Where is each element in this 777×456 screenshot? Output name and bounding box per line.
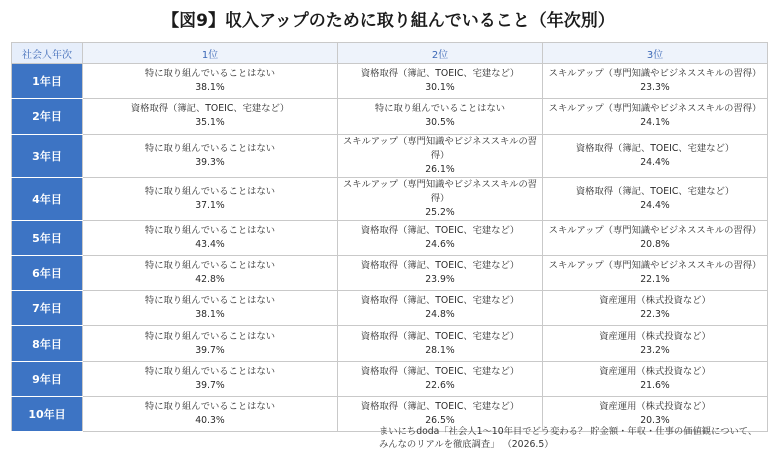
source-note — [379, 425, 757, 451]
rank-item: スキルアップ（専門知識やビジネススキルの習得） — [342, 178, 538, 204]
rank-percent: 20.8% — [640, 238, 670, 250]
rank-percent: 39.7% — [195, 379, 225, 391]
year-cell: 4年目 — [12, 177, 83, 220]
table-row — [12, 326, 768, 361]
rank-item: 資格取得（簿記、TOEIC、宅建など） — [360, 224, 520, 236]
rank-3-cell — [543, 99, 768, 134]
header-rank-1: 1位 — [83, 43, 338, 64]
year-cell: 3年目 — [12, 134, 83, 177]
rank-2-cell — [338, 220, 543, 255]
rank-item: 資格取得（簿記、TOEIC、宅建など） — [360, 295, 520, 307]
rank-3-cell — [543, 326, 768, 361]
rank-1-cell — [83, 64, 338, 99]
rank-item: 資産運用（株式投資など） — [599, 295, 711, 307]
rank-3-cell — [543, 255, 768, 290]
year-cell: 8年目 — [12, 326, 83, 361]
rank-item: 特に取り組んでいることはない — [144, 260, 276, 272]
rank-percent: 30.1% — [425, 82, 455, 94]
rank-percent: 24.1% — [640, 117, 670, 129]
rank-percent: 24.6% — [425, 238, 455, 250]
rank-percent: 42.8% — [195, 274, 225, 286]
rank-item: 資格取得（簿記、TOEIC、宅建など） — [360, 330, 520, 342]
rank-percent: 40.3% — [195, 415, 225, 427]
rank-percent: 24.4% — [640, 199, 670, 211]
rank-1-cell — [83, 361, 338, 396]
rank-percent: 24.4% — [640, 156, 670, 168]
rank-2-cell — [338, 99, 543, 134]
rank-percent: 26.5% — [425, 415, 455, 427]
table-row — [12, 291, 768, 326]
rank-3-cell — [543, 220, 768, 255]
table-row — [12, 99, 768, 134]
rank-item: 資格取得（簿記、TOEIC、宅建など） — [360, 68, 520, 80]
header-rank-2: 2位 — [338, 43, 543, 64]
rank-percent: 26.1% — [425, 163, 455, 175]
rank-item: 特に取り組んでいることはない — [144, 142, 276, 154]
rank-item: 資産運用（株式投資など） — [599, 365, 711, 377]
rank-item: スキルアップ（専門知識やビジネススキルの習得） — [548, 103, 762, 115]
rank-percent: 23.9% — [425, 274, 455, 286]
rank-percent: 21.6% — [640, 379, 670, 391]
rank-item: 資格取得（簿記、TOEIC、宅建など） — [575, 185, 735, 197]
rank-2-cell — [338, 134, 543, 177]
rank-item: 特に取り組んでいることはない — [144, 68, 276, 80]
rank-percent: 38.1% — [195, 82, 225, 94]
header-year: 社会人年次 — [12, 43, 83, 64]
ranking-table — [11, 42, 768, 432]
rank-item: スキルアップ（専門知識やビジネススキルの習得） — [548, 260, 762, 272]
rank-1-cell — [83, 326, 338, 361]
year-cell: 9年目 — [12, 361, 83, 396]
rank-percent: 25.2% — [425, 206, 455, 218]
rank-percent: 22.6% — [425, 379, 455, 391]
rank-3-cell — [543, 134, 768, 177]
rank-percent: 22.1% — [640, 274, 670, 286]
rank-2-cell — [338, 64, 543, 99]
rank-item: 特に取り組んでいることはない — [144, 401, 276, 413]
source-line: みんなのリアルを徹底調査」 （2026.5） — [379, 439, 554, 450]
table-row — [12, 177, 768, 220]
rank-item: 特に取り組んでいることはない — [144, 330, 276, 342]
rank-item: 資産運用（株式投資など） — [599, 401, 711, 413]
rank-item: 特に取り組んでいることはない — [144, 365, 276, 377]
rank-item: 特に取り組んでいることはない — [144, 295, 276, 307]
year-cell: 7年目 — [12, 291, 83, 326]
rank-percent: 39.7% — [195, 344, 225, 356]
table-row — [12, 220, 768, 255]
rank-percent: 30.5% — [425, 117, 455, 129]
rank-2-cell — [338, 177, 543, 220]
table-row — [12, 361, 768, 396]
rank-percent: 37.1% — [195, 199, 225, 211]
page-title: 【図9】収入アップのために取り組んでいること（年次別） — [162, 11, 615, 31]
rank-percent: 20.3% — [640, 415, 670, 427]
rank-item: スキルアップ（専門知識やビジネススキルの習得） — [548, 68, 762, 80]
rank-item: 資格取得（簿記、TOEIC、宅建など） — [575, 142, 735, 154]
rank-1-cell — [83, 177, 338, 220]
rank-percent: 22.3% — [640, 309, 670, 321]
rank-item: 資格取得（簿記、TOEIC、宅建など） — [130, 103, 290, 115]
rank-1-cell — [83, 397, 338, 432]
table-header-row — [12, 43, 768, 64]
rank-3-cell — [543, 361, 768, 396]
rank-percent: 28.1% — [425, 344, 455, 356]
year-cell: 6年目 — [12, 255, 83, 290]
rank-item: 資格取得（簿記、TOEIC、宅建など） — [360, 365, 520, 377]
rank-2-cell — [338, 361, 543, 396]
rank-3-cell — [543, 291, 768, 326]
rank-item: スキルアップ（専門知識やビジネススキルの習得） — [548, 224, 762, 236]
rank-percent: 23.2% — [640, 344, 670, 356]
rank-1-cell — [83, 99, 338, 134]
rank-item: スキルアップ（専門知識やビジネススキルの習得） — [342, 135, 538, 161]
rank-item: 特に取り組んでいることはない — [374, 103, 506, 115]
rank-percent: 23.3% — [640, 82, 670, 94]
rank-percent: 35.1% — [195, 117, 225, 129]
rank-item: 資産運用（株式投資など） — [599, 330, 711, 342]
year-cell: 5年目 — [12, 220, 83, 255]
rank-item: 資格取得（簿記、TOEIC、宅建など） — [360, 401, 520, 413]
table-row — [12, 64, 768, 99]
rank-item: 特に取り組んでいることはない — [144, 224, 276, 236]
rank-1-cell — [83, 220, 338, 255]
rank-3-cell — [543, 64, 768, 99]
rank-2-cell — [338, 291, 543, 326]
rank-item: 資格取得（簿記、TOEIC、宅建など） — [360, 260, 520, 272]
source-line: まいにちdoda「社会人1～10年目でどう変わる？ 貯金額・年収・仕事の価値観について、 — [379, 426, 758, 437]
table-row — [12, 134, 768, 177]
rank-2-cell — [338, 326, 543, 361]
rank-1-cell — [83, 134, 338, 177]
year-cell: 2年目 — [12, 99, 83, 134]
rank-1-cell — [83, 255, 338, 290]
year-cell: 1年目 — [12, 64, 83, 99]
rank-2-cell — [338, 255, 543, 290]
rank-percent: 43.4% — [195, 238, 225, 250]
rank-percent: 24.8% — [425, 309, 455, 321]
rank-percent: 38.1% — [195, 309, 225, 321]
rank-item: 特に取り組んでいることはない — [144, 185, 276, 197]
header-rank-3: 3位 — [543, 43, 768, 64]
table-row — [12, 255, 768, 290]
year-cell: 10年目 — [12, 397, 83, 432]
rank-3-cell — [543, 177, 768, 220]
rank-1-cell — [83, 291, 338, 326]
rank-percent: 39.3% — [195, 156, 225, 168]
